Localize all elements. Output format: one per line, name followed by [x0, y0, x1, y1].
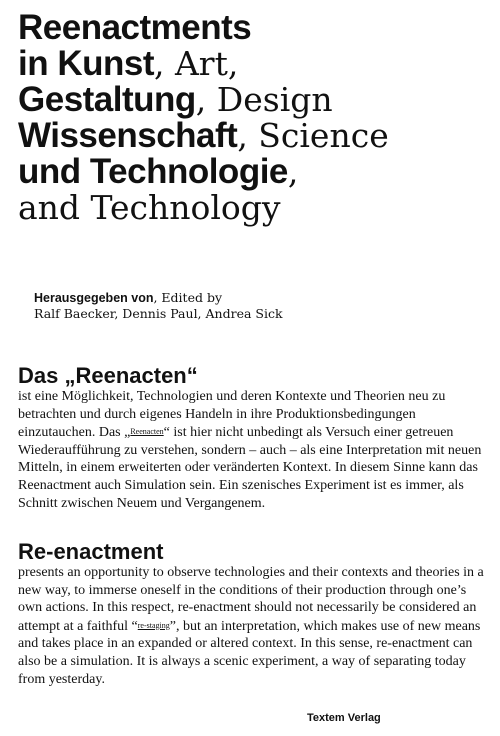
editors-label-en: , Edited by: [153, 290, 223, 305]
book-title: [18, 10, 488, 226]
title-line-4: [18, 118, 488, 154]
title-line-2: [18, 46, 488, 82]
editors-block: [34, 290, 464, 322]
title-en-3: , Design: [195, 80, 333, 119]
section-german-text-part1: ist eine Möglichkeit, Technologien und deren Kontexte und Theorien neu zu betrachten und durch eigenes Handeln in ihre Produktionsbedingungen einzutauchen. Das „: [18, 389, 446, 441]
section-english-heading: Re-enactment: [18, 539, 164, 564]
editors-label: [34, 290, 464, 306]
title-line-1: [18, 10, 488, 46]
title-line-5: [18, 154, 488, 190]
section-english-text-part1: presents an opportunity to observe technologies and their contexts and theories in a new way, to immerse oneself in the conditions of their production through one’s own actions. In this respect, re-enactment should not necessarily be considered an attempt at a faithful “: [18, 565, 484, 634]
title-de-1: Reenactments: [18, 8, 252, 47]
section-english: [18, 540, 484, 688]
title-de-4: Wissenschaft: [18, 116, 238, 155]
title-line-3: [18, 82, 488, 118]
section-english-text: [18, 564, 484, 688]
title-en-4: , Science: [237, 116, 389, 155]
section-german-inline-term: Reenacten: [130, 427, 164, 437]
section-german-text: [18, 388, 484, 512]
editors-label-de: Herausgegeben von: [34, 291, 154, 305]
editors-names: Ralf Baecker, Dennis Paul, Andrea Sick: [34, 306, 283, 321]
publisher-name: Textem Verlag: [307, 712, 381, 724]
title-en-5: ,: [287, 152, 299, 191]
title-en-2: , Art,: [153, 44, 239, 83]
title-line-6: [18, 190, 488, 226]
section-english-text-part2: ”, but an interpretation, which makes use of new means and takes place in an expanded or altered context. In this sense, re-enactment can also be a simulation. It is always a scenic experiment, a way of separating today from yesterday.: [18, 618, 481, 687]
section-german-text-part2: “ ist hier nicht unbedingt als Versuch einer getreuen Wiederaufführung zu verstehen, sondern – auch – als eine Interpretation mit neuen Mitteln, in einem erweiterten oder veränderten Kontext. In diesem Sinne kann das Reenactment auch Simulation sein. Ein szenisches Experiment ist es immer, als Schnitt zwischen Neuem und Vergangenem.: [18, 425, 482, 511]
title-en-6: and Technology: [18, 188, 281, 227]
title-de-3: Gestaltung: [18, 80, 196, 119]
title-de-5: und Technologie: [18, 152, 288, 191]
title-de-2: in Kunst: [18, 44, 154, 83]
section-english-inline-term: re-staging: [137, 620, 170, 630]
section-german: [18, 364, 484, 512]
section-german-heading: Das „Reenacten“: [18, 363, 198, 388]
